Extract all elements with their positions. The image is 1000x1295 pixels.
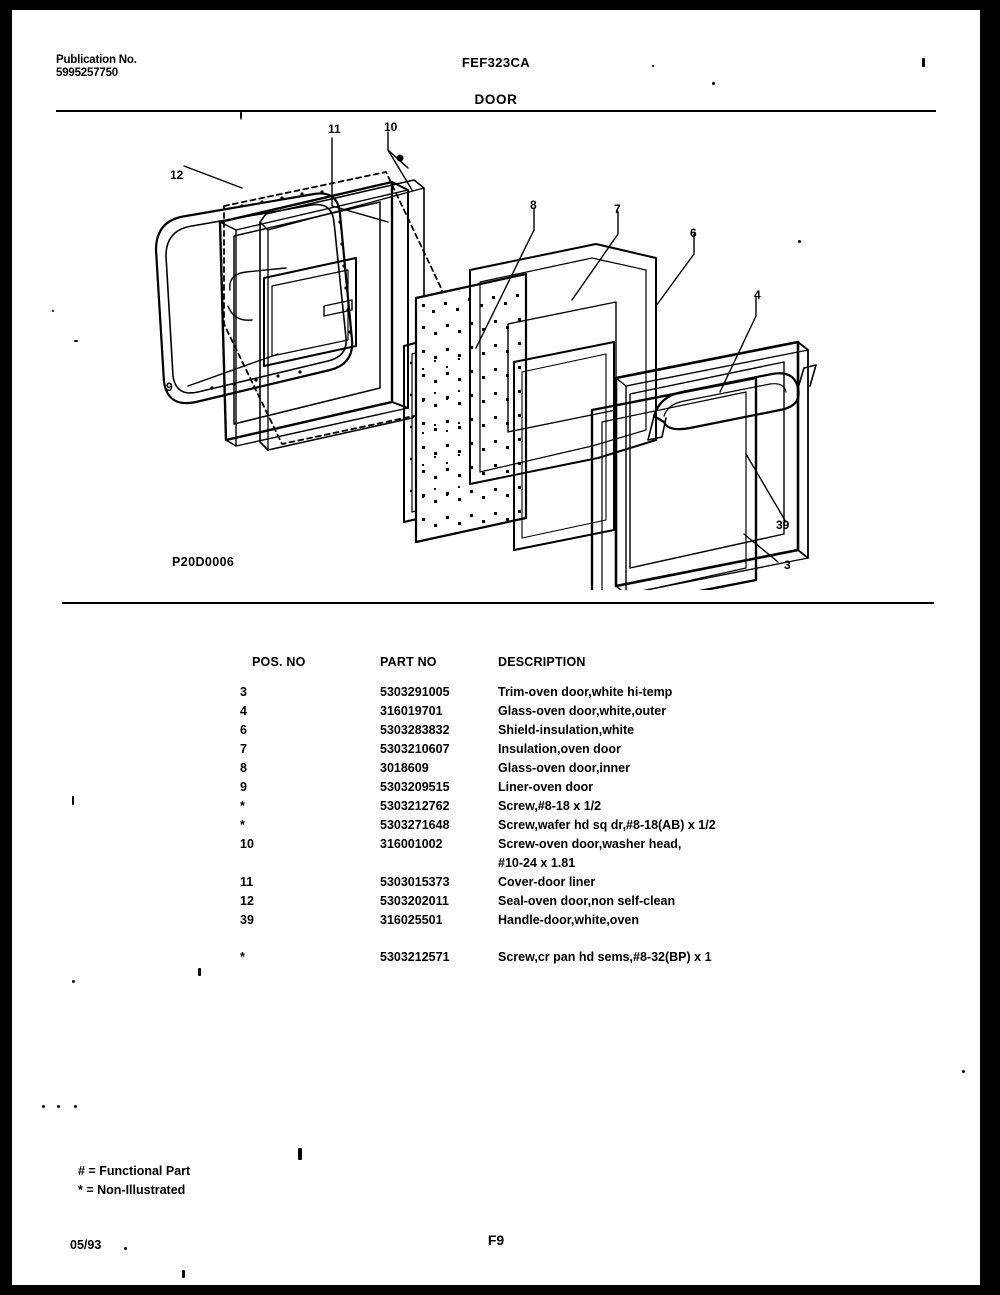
cell-desc: Glass-oven door,white,outer [498, 704, 667, 718]
publication-label: Publication No. [56, 54, 137, 66]
cell-part: 5303212571 [380, 950, 450, 964]
cell-part: 5303283832 [380, 723, 450, 737]
callout-9: 9 [166, 380, 173, 394]
scan-speck [72, 980, 75, 983]
table-row [240, 704, 860, 723]
revision-date: 05/93 [70, 1238, 102, 1252]
cell-pos: 12 [240, 894, 254, 908]
callout-6: 6 [690, 226, 697, 240]
table-row [240, 799, 860, 818]
cell-part: 5303291005 [380, 685, 450, 699]
scan-speck [0, 830, 10, 834]
cell-part: 5303212762 [380, 799, 450, 813]
table-header-row [240, 655, 860, 671]
scan-speck [712, 82, 715, 85]
table-row [240, 950, 860, 981]
table-row [240, 818, 860, 837]
cell-desc: Shield-insulation,white [498, 723, 635, 737]
cell-part: 5303209515 [380, 780, 450, 794]
callout-3: 3 [784, 558, 791, 572]
cell-pos: 6 [240, 723, 247, 737]
table-row [240, 685, 860, 704]
scan-speck [74, 1105, 77, 1108]
scan-speck [52, 310, 54, 312]
legend [78, 1162, 190, 1200]
cell-pos: * [240, 950, 245, 964]
callout-11: 11 [328, 122, 341, 136]
callout-10: 10 [384, 120, 398, 134]
table-row [240, 894, 860, 913]
callout-8: 8 [530, 198, 537, 212]
scan-speck [198, 968, 201, 976]
page-number: F9 [487, 1232, 505, 1248]
scan-speck [72, 796, 74, 805]
publication-number: 5995257750 [56, 67, 118, 79]
scan-speck [182, 1270, 185, 1278]
cell-desc: Screw,#8-18 x 1/2 [498, 799, 602, 813]
scan-speck [57, 1105, 60, 1108]
callout-7: 7 [614, 202, 621, 216]
cell-part: 3018609 [380, 761, 429, 775]
cell-desc: Handle-door,white,oven [498, 913, 639, 927]
model-number: FEF323CA [461, 55, 531, 70]
cell-pos: 7 [240, 742, 247, 756]
cell-pos: 4 [240, 704, 247, 718]
table-row-continuation [240, 856, 860, 875]
callout-39: 39 [776, 518, 790, 532]
cell-pos: 3 [240, 685, 247, 699]
cell-desc-continued: #10-24 x 1.81 [498, 856, 576, 870]
table-row [240, 780, 860, 799]
cell-desc: Seal-oven door,non self-clean [498, 894, 676, 908]
page-title: DOOR [474, 92, 518, 107]
header-description: DESCRIPTION [498, 655, 586, 669]
cell-desc: Screw,cr pan hd sems,#8-32(BP) x 1 [498, 950, 712, 964]
table-row [240, 913, 860, 932]
cell-pos: * [240, 799, 245, 813]
cell-pos: 11 [240, 875, 254, 889]
table-row [240, 837, 860, 856]
figure-id: P20D0006 [172, 555, 235, 569]
table-row [240, 742, 860, 761]
table-row [240, 875, 860, 894]
cell-desc: Liner-oven door [498, 780, 594, 794]
scan-speck [42, 1105, 45, 1108]
cell-pos: 8 [240, 761, 247, 775]
table-row [240, 761, 860, 780]
manual-page [12, 10, 980, 1285]
cell-part: 5303202011 [380, 894, 449, 908]
illustration-divider [62, 602, 934, 604]
cell-part: 316025501 [380, 913, 443, 927]
legend-non-illustrated: * = Non-Illustrated [78, 1183, 186, 1197]
header-part-no: PART NO [380, 655, 437, 669]
cell-desc: Insulation,oven door [498, 742, 621, 756]
callout-4: 4 [754, 288, 761, 302]
header-pos-no: POS. NO [252, 655, 306, 669]
cell-part: 5303015373 [380, 875, 450, 889]
exploded-view-illustration [56, 110, 936, 590]
legend-functional-part: # = Functional Part [78, 1164, 191, 1178]
cell-pos: 10 [240, 837, 254, 851]
cell-pos: 39 [240, 913, 254, 927]
scan-speck [962, 1070, 965, 1073]
cell-desc: Screw,wafer hd sq dr,#8-18(AB) x 1/2 [498, 818, 716, 832]
cell-pos: 9 [240, 780, 247, 794]
cell-desc: Glass-oven door,inner [498, 761, 630, 775]
cell-pos: * [240, 818, 245, 832]
parts-table [240, 655, 860, 981]
cell-part: 316001002 [380, 837, 443, 851]
cell-desc: Cover-door liner [498, 875, 596, 889]
cell-part: 5303210607 [380, 742, 450, 756]
scan-speck [922, 58, 925, 67]
cell-part: 316019701 [380, 704, 443, 718]
scan-speck [298, 1148, 302, 1160]
table-row [240, 723, 860, 742]
cell-part: 5303271648 [380, 818, 450, 832]
callout-12: 12 [170, 168, 184, 182]
scan-speck [652, 65, 654, 67]
cell-desc: Trim-oven door,white hi-temp [498, 685, 673, 699]
cell-desc: Screw-oven door,washer head, [498, 837, 682, 851]
